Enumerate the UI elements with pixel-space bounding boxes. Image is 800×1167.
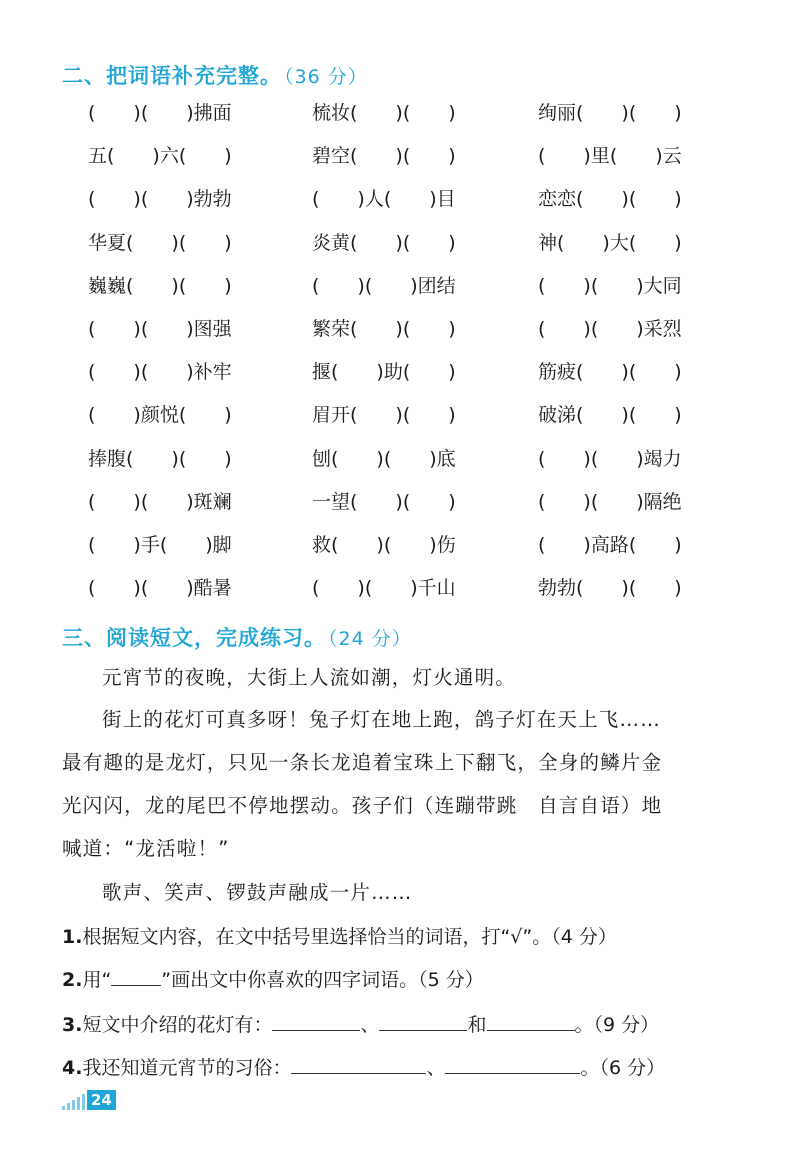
question-1	[62, 925, 617, 949]
word-item: 揠( )助( )	[312, 361, 456, 384]
word-item: ( )( )团结	[312, 274, 456, 297]
word-item: 梳妆( )( )	[312, 102, 456, 124]
word-item: ( )( )隔绝	[538, 490, 682, 513]
question-4-text-after: 。（6 分）	[580, 1057, 666, 1079]
passage-paragraph-3: 歌声、笑声、锣鼓声融成一片……	[102, 881, 413, 904]
section-2-title	[62, 60, 368, 90]
question-3-answer-blank-1[interactable]	[272, 1012, 360, 1031]
question-2-text-before: 用“	[82, 969, 112, 991]
word-item: ( )里( )云	[538, 145, 682, 168]
question-1-text: 根据短文内容，在文中括号里选择恰当的词语，打“√”。（4 分）	[82, 926, 617, 948]
word-item: ( )( )补牢	[88, 361, 232, 384]
word-item: 神( )大( )	[538, 231, 682, 254]
word-item: ( )高路( )	[538, 534, 682, 556]
question-4-answer-blank-2[interactable]	[445, 1055, 580, 1074]
section-3-heading: 三、阅读短文，完成练习。	[62, 626, 326, 650]
question-3-text-before: 短文中介绍的花灯有：	[82, 1014, 273, 1036]
question-4-text-before: 我还知道元宵节的习俗：	[82, 1057, 292, 1079]
question-1-number: 1.	[62, 926, 83, 948]
question-3-answer-blank-2[interactable]	[379, 1012, 467, 1031]
question-2-text-after: ”画出文中你喜欢的四字词语。（5 分）	[161, 969, 484, 991]
word-item: ( )手( )脚	[88, 534, 232, 556]
question-2-underline-sample	[111, 967, 161, 986]
word-item: 勃勃( )( )	[538, 577, 682, 600]
passage-paragraph-2-line-2: 最有趣的是龙灯，只见一条长龙追着宝珠上下翻飞，全身的鳞片金	[62, 751, 663, 774]
question-4-separator-1: 、	[426, 1057, 446, 1079]
word-item: ( )( )千山	[312, 577, 456, 600]
word-item: ( )( )酷暑	[88, 577, 232, 600]
passage-paragraph-1: 元宵节的夜晚，大街上人流如潮，灯火通明。	[102, 666, 517, 689]
word-item: ( )( )图强	[88, 318, 232, 340]
section-3-title	[62, 622, 412, 652]
word-item: ( )人( )目	[312, 188, 456, 211]
word-item: ( )( )勃勃	[88, 188, 232, 211]
word-item: 绚丽( )( )	[538, 102, 682, 124]
word-item: 巍巍( )( )	[88, 274, 232, 297]
passage-paragraph-2-line-3: 光闪闪，龙的尾巴不停地摆动。孩子们（连蹦带跳 自言自语）地	[62, 794, 663, 817]
word-item: ( )( )拂面	[88, 102, 232, 124]
word-item: 破涕( )( )	[538, 404, 682, 427]
question-4	[62, 1055, 665, 1080]
word-item: ( )颜悦( )	[88, 404, 232, 427]
page-number-badge	[62, 1088, 116, 1110]
word-item: 筋疲( )( )	[538, 361, 682, 384]
section-2-score: （36 分）	[284, 66, 368, 88]
section-3-score: （24 分）	[328, 628, 412, 650]
question-3-text-after: 。（9 分）	[574, 1014, 660, 1036]
page-number: 24	[87, 1090, 116, 1110]
word-item: 恋恋( )( )	[538, 188, 682, 211]
word-item: 刨( )( )底	[312, 447, 456, 470]
word-item: 一望( )( )	[312, 490, 456, 513]
question-2-number: 2.	[62, 969, 83, 991]
word-item: ( )( )斑斓	[88, 490, 232, 513]
word-item: 救( )( )伤	[312, 534, 456, 556]
question-3-number: 3.	[62, 1014, 83, 1036]
passage-paragraph-2-line-1: 街上的花灯可真多呀！兔子灯在地上跑，鸽子灯在天上飞……	[102, 708, 661, 731]
passage-paragraph-2-line-4: 喊道：“龙活啦！”	[62, 837, 230, 860]
question-4-number: 4.	[62, 1057, 83, 1079]
word-item: 捧腹( )( )	[88, 447, 232, 470]
signal-bars-icon	[62, 1094, 85, 1110]
word-item: 繁荣( )( )	[312, 318, 456, 340]
word-item: 五( )六( )	[88, 145, 232, 168]
word-item: ( )( )竭力	[538, 447, 682, 470]
word-item: 华夏( )( )	[88, 231, 232, 254]
question-4-answer-blank-1[interactable]	[291, 1055, 426, 1074]
question-3-separator-2: 和	[467, 1014, 487, 1036]
question-2	[62, 967, 484, 992]
section-2-heading: 二、把词语补充完整。	[62, 64, 282, 88]
word-item: 碧空( )( )	[312, 145, 456, 168]
question-3-answer-blank-3[interactable]	[487, 1012, 575, 1031]
question-3	[62, 1012, 659, 1037]
word-item: ( )( )采烈	[538, 318, 682, 340]
word-item: 炎黄( )( )	[312, 231, 456, 254]
word-item: ( )( )大同	[538, 274, 682, 297]
word-item: 眉开( )( )	[312, 404, 456, 427]
question-3-separator-1: 、	[360, 1014, 380, 1036]
